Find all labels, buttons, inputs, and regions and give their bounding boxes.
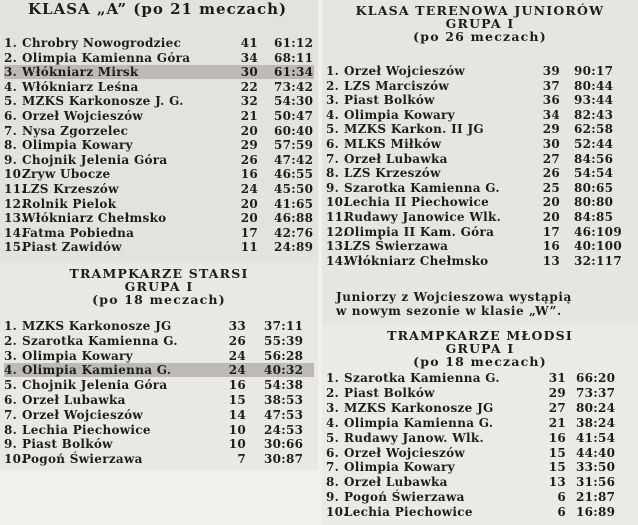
trampkarze-mlodsi-header xyxy=(322,329,638,368)
row-position: 6. xyxy=(326,445,340,460)
team-name: Włókniarz Chełmsko xyxy=(22,211,167,226)
table-row xyxy=(326,490,634,504)
points: 34 xyxy=(542,107,560,122)
goal-ratio: 32:117 xyxy=(574,253,622,268)
row-position: 10. xyxy=(4,452,26,467)
team-name: Nysa Zgorzelec xyxy=(22,123,129,138)
goal-ratio: 46:88 xyxy=(274,211,314,226)
table-row xyxy=(326,137,634,151)
row-position: 11. xyxy=(326,210,348,224)
goal-ratio: 40:32 xyxy=(264,363,304,378)
goal-ratio: 37:11 xyxy=(264,319,304,333)
points: 13 xyxy=(542,253,560,268)
points: 6 xyxy=(557,505,566,520)
table-row xyxy=(4,437,314,451)
team-name: MZKS Karkon. II JG xyxy=(344,122,484,137)
goal-ratio: 73:42 xyxy=(274,79,314,94)
points: 22 xyxy=(240,79,258,94)
table-row xyxy=(4,167,314,181)
goal-ratio: 38:24 xyxy=(576,415,616,430)
goal-ratio: 24:53 xyxy=(264,422,304,437)
goal-ratio: 61:34 xyxy=(274,65,314,80)
points: 39 xyxy=(542,64,560,78)
table-row xyxy=(326,446,634,460)
goal-ratio: 30:87 xyxy=(264,452,304,467)
row-position: 10. xyxy=(4,167,26,182)
row-position: 4. xyxy=(4,79,18,94)
goal-ratio: 80:80 xyxy=(574,195,614,210)
goal-ratio: 62:58 xyxy=(574,122,614,137)
team-name: Pogoń Świerzawa xyxy=(22,452,143,467)
team-name: MZKS Karkonosze JG xyxy=(22,319,172,333)
row-position: 3. xyxy=(326,400,340,415)
row-position: 7. xyxy=(326,460,340,475)
points: 32 xyxy=(240,94,258,109)
table-row xyxy=(4,334,314,348)
table-row xyxy=(4,65,314,79)
table-row xyxy=(4,124,314,138)
row-position: 3. xyxy=(4,348,18,363)
points: 37 xyxy=(542,78,560,93)
goal-ratio: 16:89 xyxy=(576,505,616,520)
team-name: Orzeł Lubawka xyxy=(22,393,126,407)
table-row xyxy=(326,416,634,430)
table-row xyxy=(326,152,634,166)
goal-ratio: 42:76 xyxy=(274,225,314,240)
table-row xyxy=(326,401,634,415)
team-name: Chrobry Nowogrodziec xyxy=(22,36,182,50)
goal-ratio: 31:56 xyxy=(576,475,616,490)
points: 24 xyxy=(240,182,258,196)
row-position: 12. xyxy=(4,196,26,211)
team-name: Lechia Piechowice xyxy=(22,422,151,437)
row-position: 1. xyxy=(4,36,18,50)
points: 31 xyxy=(548,371,566,385)
row-position: 5. xyxy=(4,94,18,109)
team-name: Lechia II Piechowice xyxy=(344,195,490,210)
row-position: 4. xyxy=(326,107,340,122)
points: 34 xyxy=(240,50,258,65)
team-name: LZS Świerzawa xyxy=(344,239,449,254)
points: 15 xyxy=(228,393,246,407)
goal-ratio: 52:44 xyxy=(574,137,614,151)
trampkarze-mlodsi-clipping xyxy=(322,325,638,525)
goal-ratio: 38:53 xyxy=(264,393,304,407)
table-row xyxy=(4,226,314,240)
goal-ratio: 56:28 xyxy=(264,348,304,363)
points: 16 xyxy=(542,239,560,254)
goal-ratio: 68:11 xyxy=(274,50,314,65)
table-row xyxy=(326,431,634,445)
row-position: 2. xyxy=(326,385,340,400)
row-position: 8. xyxy=(326,166,340,181)
row-position: 5. xyxy=(4,378,18,393)
goal-ratio: 57:59 xyxy=(274,138,314,153)
team-name: LZS Krzeszów xyxy=(344,166,441,181)
table-row xyxy=(326,371,634,385)
row-position: 7. xyxy=(4,123,18,138)
team-name: Piast Zawidów xyxy=(22,240,122,255)
team-name: MLKS Miłków xyxy=(344,137,442,151)
goal-ratio: 44:40 xyxy=(576,445,616,460)
team-name: Orzeł Wojcieszów xyxy=(22,407,144,422)
row-position: 9. xyxy=(326,490,340,505)
table-row xyxy=(326,460,634,474)
team-name: Włókniarz Mirsk xyxy=(22,65,139,80)
row-position: 11. xyxy=(4,182,26,196)
row-position: 2. xyxy=(326,78,340,93)
table-row xyxy=(4,153,314,167)
team-name: Chojnik Jelenia Góra xyxy=(22,152,168,167)
klasa-a-title: KLASA „A” (po 21 meczach) xyxy=(28,0,288,18)
team-name: Piast Bolków xyxy=(344,385,435,400)
row-position: 12. xyxy=(326,224,348,239)
table-row xyxy=(4,109,314,123)
row-position: 13. xyxy=(4,211,26,226)
row-position: 8. xyxy=(326,475,340,490)
points: 24 xyxy=(228,348,246,363)
table-row xyxy=(4,319,314,333)
terenowa-juniorow-rounds: (po 26 meczach) xyxy=(413,29,547,45)
points: 20 xyxy=(240,123,258,138)
row-position: 4. xyxy=(326,415,340,430)
points: 20 xyxy=(542,195,560,210)
table-row xyxy=(326,239,634,253)
goal-ratio: 84:85 xyxy=(574,210,614,224)
trampkarze-mlodsi-rounds: (po 18 meczach) xyxy=(413,354,547,370)
team-name: Fatma Pobiedna xyxy=(22,225,135,240)
goal-ratio: 24:89 xyxy=(274,240,314,255)
points: 7 xyxy=(237,452,246,467)
trampkarze-starsi-title: TRAMPKARZE STARSI xyxy=(69,266,249,281)
row-position: 14. xyxy=(326,253,348,268)
terenowa-juniorow-title: KLASA TERENOWA JUNIORÓW xyxy=(355,3,605,18)
row-position: 5. xyxy=(326,122,340,137)
table-row xyxy=(4,240,314,254)
points: 10 xyxy=(228,422,246,437)
table-row xyxy=(4,408,314,422)
points: 17 xyxy=(542,224,560,239)
team-name: Olimpia Kamienna G. xyxy=(22,363,172,378)
points: 6 xyxy=(557,490,566,505)
points: 17 xyxy=(240,225,258,240)
row-position: 2. xyxy=(4,333,18,348)
team-name: MZKS Karkonosze JG xyxy=(344,400,494,415)
table-row xyxy=(326,225,634,239)
team-name: Orzeł Wojcieszów xyxy=(344,445,466,460)
row-position: 8. xyxy=(4,422,18,437)
table-row xyxy=(4,138,314,152)
juniors-note xyxy=(336,290,572,318)
row-position: 1. xyxy=(326,371,340,385)
table-row xyxy=(4,211,314,225)
goal-ratio: 73:37 xyxy=(576,385,616,400)
points: 16 xyxy=(228,378,246,393)
team-name: LZS Marciszów xyxy=(344,78,450,93)
goal-ratio: 54:30 xyxy=(274,94,314,109)
trampkarze-mlodsi-title: TRAMPKARZE MŁODSI xyxy=(387,328,573,343)
goal-ratio: 30:66 xyxy=(264,437,304,452)
points: 20 xyxy=(240,211,258,226)
team-name: LZS Krzeszów xyxy=(22,182,119,196)
team-name: MZKS Karkonosze J. G. xyxy=(22,94,184,109)
row-position: 13. xyxy=(326,239,348,254)
points: 20 xyxy=(542,210,560,224)
klasa-a-clipping xyxy=(0,0,318,263)
trampkarze-starsi-rounds: (po 18 meczach) xyxy=(92,292,226,308)
points: 16 xyxy=(240,167,258,182)
team-name: Rolnik Pielok xyxy=(22,196,117,211)
table-row xyxy=(4,51,314,65)
team-name: Olimpia Kamienna Góra xyxy=(22,50,191,65)
team-name: Zryw Uboczе xyxy=(22,167,111,182)
table-row xyxy=(326,93,634,107)
points: 15 xyxy=(548,460,566,475)
table-row xyxy=(326,210,634,224)
goal-ratio: 41:65 xyxy=(274,196,314,211)
table-row xyxy=(4,393,314,407)
points: 20 xyxy=(240,196,258,211)
points: 24 xyxy=(228,363,246,378)
team-name: Orzeł Lubawka xyxy=(344,151,448,166)
team-name: Orzeł Wojcieszów xyxy=(344,64,466,78)
goal-ratio: 45:50 xyxy=(274,182,314,196)
team-name: Orzeł Lubawka xyxy=(344,475,448,490)
points: 21 xyxy=(240,109,258,123)
goal-ratio: 21:87 xyxy=(576,490,616,505)
goal-ratio: 40:100 xyxy=(574,239,622,254)
row-position: 9. xyxy=(4,152,18,167)
points: 13 xyxy=(548,475,566,490)
team-name: Olimpia Kowary xyxy=(344,460,455,475)
points: 33 xyxy=(228,319,246,333)
team-name: Olimpia Kowary xyxy=(344,107,455,122)
points: 27 xyxy=(548,400,566,415)
goal-ratio: 66:20 xyxy=(576,371,616,385)
table-row xyxy=(326,505,634,519)
points: 26 xyxy=(240,152,258,167)
table-row xyxy=(326,64,634,78)
table-row xyxy=(4,182,314,196)
trampkarze-starsi-clipping xyxy=(0,263,318,470)
table-row xyxy=(326,181,634,195)
table-row xyxy=(4,197,314,211)
table-row xyxy=(326,195,634,209)
goal-ratio: 60:40 xyxy=(274,123,314,138)
table-row xyxy=(326,386,634,400)
row-position: 1. xyxy=(326,64,340,78)
points: 29 xyxy=(542,122,560,137)
team-name: Włókniarz Chełmsko xyxy=(344,253,489,268)
row-position: 15. xyxy=(4,240,26,255)
table-row xyxy=(4,378,314,392)
row-position: 9. xyxy=(326,180,340,195)
goal-ratio: 54:54 xyxy=(574,166,614,181)
team-name: Olimpia Kamienna G. xyxy=(344,415,494,430)
goal-ratio: 55:39 xyxy=(264,333,304,348)
table-row xyxy=(326,166,634,180)
team-name: Piast Bolków xyxy=(344,93,435,108)
points: 30 xyxy=(542,137,560,151)
row-position: 5. xyxy=(326,430,340,445)
row-position: 7. xyxy=(326,151,340,166)
table-row xyxy=(326,475,634,489)
row-position: 2. xyxy=(4,50,18,65)
row-position: 10. xyxy=(326,195,348,210)
table-row xyxy=(4,363,314,377)
goal-ratio: 50:47 xyxy=(274,109,314,123)
points: 11 xyxy=(240,240,258,255)
row-position: 6. xyxy=(4,393,18,407)
table-row xyxy=(326,122,634,136)
table-row xyxy=(326,79,634,93)
team-name: Lechia Piechowice xyxy=(344,505,473,520)
team-name: Szarotka Kamienna G. xyxy=(344,371,500,385)
points: 29 xyxy=(240,138,258,153)
row-position: 10. xyxy=(326,505,348,520)
points: 26 xyxy=(542,166,560,181)
team-name: Włókniarz Leśna xyxy=(22,79,139,94)
team-name: Chojnik Jelenia Góra xyxy=(22,378,168,393)
table-row xyxy=(4,36,314,50)
team-name: Piast Bolków xyxy=(22,437,113,452)
row-position: 1. xyxy=(4,319,18,333)
table-row xyxy=(4,349,314,363)
row-position: 4. xyxy=(4,363,18,378)
trampkarze-starsi-group: GRUPA I xyxy=(124,279,194,295)
goal-ratio: 47:42 xyxy=(274,152,314,167)
row-position: 6. xyxy=(4,109,18,123)
goal-ratio: 80:44 xyxy=(574,78,614,93)
points: 26 xyxy=(228,333,246,348)
terenowa-juniorow-group: GRUPA I xyxy=(445,16,515,32)
goal-ratio: 80:24 xyxy=(576,400,616,415)
juniors-note-line-2: w nowym sezonie w klasie „W”. xyxy=(336,304,562,318)
goal-ratio: 93:44 xyxy=(574,93,614,108)
team-name: Szarotka Kamienna G. xyxy=(344,180,500,195)
team-name: Olimpia II Kam. Góra xyxy=(344,224,495,239)
row-position: 3. xyxy=(326,93,340,108)
team-name: Olimpia Kowary xyxy=(22,138,133,153)
points: 27 xyxy=(542,151,560,166)
points: 14 xyxy=(228,407,246,422)
points: 10 xyxy=(228,437,246,452)
row-position: 8. xyxy=(4,138,18,153)
table-row xyxy=(326,254,634,268)
points: 21 xyxy=(548,415,566,430)
goal-ratio: 80:65 xyxy=(574,180,614,195)
trampkarze-starsi-header xyxy=(0,267,318,306)
goal-ratio: 33:50 xyxy=(576,460,616,475)
table-row xyxy=(326,108,634,122)
points: 29 xyxy=(548,385,566,400)
goal-ratio: 54:38 xyxy=(264,378,304,393)
team-name: Pogoń Świerzawa xyxy=(344,490,465,505)
goal-ratio: 41:54 xyxy=(576,430,616,445)
points: 25 xyxy=(542,180,560,195)
team-name: Rudawy Janow. Wlk. xyxy=(344,430,484,445)
points: 15 xyxy=(548,445,566,460)
team-name: Rudawy Janowice Wlk. xyxy=(344,210,502,224)
table-row xyxy=(4,452,314,466)
goal-ratio: 46:109 xyxy=(574,224,622,239)
table-row xyxy=(4,94,314,108)
row-position: 9. xyxy=(4,437,18,452)
points: 36 xyxy=(542,93,560,108)
points: 16 xyxy=(548,430,566,445)
table-row xyxy=(4,80,314,94)
trampkarze-mlodsi-group: GRUPA I xyxy=(445,341,515,357)
team-name: Orzeł Wojcieszów xyxy=(22,109,144,123)
points: 41 xyxy=(240,36,258,50)
goal-ratio: 47:53 xyxy=(264,407,304,422)
goal-ratio: 46:55 xyxy=(274,167,314,182)
row-position: 3. xyxy=(4,65,18,80)
points: 30 xyxy=(240,65,258,80)
terenowa-juniorow-header xyxy=(322,4,638,43)
table-row xyxy=(4,423,314,437)
row-position: 14. xyxy=(4,225,26,240)
team-name: Szarotka Kamienna G. xyxy=(22,333,178,348)
juniors-note-line-1: Juniorzy z Wojcieszowa wystąpią xyxy=(336,290,572,304)
goal-ratio: 84:56 xyxy=(574,151,614,166)
goal-ratio: 82:43 xyxy=(574,107,614,122)
row-position: 6. xyxy=(326,137,340,151)
goal-ratio: 90:17 xyxy=(574,64,614,78)
goal-ratio: 61:12 xyxy=(274,36,314,50)
team-name: Olimpia Kowary xyxy=(22,348,133,363)
row-position: 7. xyxy=(4,407,18,422)
terenowa-juniorow-clipping xyxy=(322,0,638,325)
